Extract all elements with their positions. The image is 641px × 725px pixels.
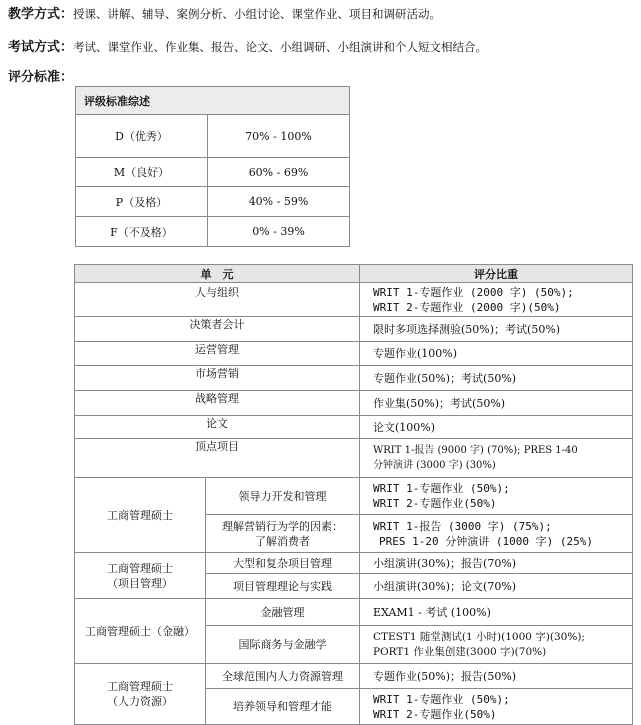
program-name: 工商管理硕士 <box>75 478 206 553</box>
unit-header: 单 元 <box>75 265 360 283</box>
course-name: 国际商务与金融学 <box>206 626 360 664</box>
course-weight: 小组演讲(30%)；论文(70%) <box>360 574 633 599</box>
course-weight: CTEST1 随堂测试(1 小时)(1000 字)(30%); PORT1 作业集创建(3000 字)(70%) <box>360 626 633 664</box>
grade-range: 60% - 69% <box>208 158 350 187</box>
grade-range: 40% - 59% <box>208 187 350 217</box>
course-name: 理解营销行为学的因素： 了解消费者 <box>206 515 360 553</box>
grade-range: 0% - 39% <box>208 217 350 247</box>
grade-row <box>76 187 350 217</box>
exam-method-label: 考试方式： <box>8 40 74 55</box>
course-weight: EXAM1 - 考试 (100%) <box>360 599 633 626</box>
grade-label: M（良好） <box>76 158 208 187</box>
unit-name: 战略管理 <box>75 391 360 416</box>
grading-table <box>75 86 350 247</box>
exam-method-text: 考试、课堂作业、作业集、报告、论文、小组调研、小组演讲和个人短文相结合。 <box>73 40 488 54</box>
course-name: 领导力开发和管理 <box>206 478 360 515</box>
course-weight: WRIT 1-专题作业 (50%); WRIT 2-专题作业(50%) <box>360 478 633 515</box>
table-row <box>75 391 633 416</box>
table-row <box>75 366 633 391</box>
course-weight: WRIT 1-专题作业 (50%); WRIT 2-专题作业(50%) <box>360 689 633 725</box>
table-row <box>75 283 633 317</box>
table-row <box>75 439 633 478</box>
unit-name: 顶点项目 <box>75 439 360 478</box>
course-weight: 小组演讲(30%)；报告(70%) <box>360 553 633 574</box>
unit-name: 运营管理 <box>75 342 360 366</box>
course-name: 培养领导和管理才能 <box>206 689 360 725</box>
unit-weight-table <box>74 264 633 725</box>
unit-weight: 专题作业(100%) <box>360 342 633 366</box>
unit-name: 市场营销 <box>75 366 360 391</box>
teaching-method-line <box>8 6 636 23</box>
course-name: 大型和复杂项目管理 <box>206 553 360 574</box>
table-row <box>75 317 633 342</box>
unit-weight: 专题作业(50%)；考试(50%) <box>360 366 633 391</box>
program-name: 工商管理硕士 （项目管理） <box>75 553 206 599</box>
grade-label: P（及格） <box>76 187 208 217</box>
table-row <box>75 342 633 366</box>
teaching-method-text: 授课、讲解、辅导、案例分析、小组讨论、课堂作业、项目和调研活动。 <box>73 7 442 21</box>
unit-name: 决策者会计 <box>75 317 360 342</box>
unit-weight: WRIT 1-专题作业 (2000 字) (50%); WRIT 2-专题作业 (2000 字)(50%) <box>360 283 633 317</box>
grade-range: 70% - 100% <box>208 115 350 158</box>
table-row <box>75 553 633 574</box>
unit-weight: 论文(100%) <box>360 416 633 439</box>
course-name: 金融管理 <box>206 599 360 626</box>
grade-row <box>76 115 350 158</box>
table-row <box>75 478 633 515</box>
course-weight: 专题作业(50%)；报告(50%) <box>360 664 633 689</box>
grade-label: D（优秀） <box>76 115 208 158</box>
teaching-method-label: 教学方式： <box>8 7 74 22</box>
table-row <box>75 664 633 689</box>
grading-line <box>8 69 636 86</box>
grade-row <box>76 217 350 247</box>
program-name: 工商管理硕士 （人力资源） <box>75 664 206 725</box>
unit-weight: WRIT 1-报告 (9000 字) (70%); PRES 1-40 分钟演讲 (3000 字) (30%) <box>360 439 633 478</box>
grade-row <box>76 158 350 187</box>
unit-weight: 限时多项选择测验(50%)；考试(50%) <box>360 317 633 342</box>
exam-method-line <box>8 39 636 56</box>
unit-name: 人与组织 <box>75 283 360 317</box>
grading-label: 评分标准： <box>8 70 74 85</box>
unit-name: 论文 <box>75 416 360 439</box>
course-name: 全球范围内人力资源管理 <box>206 664 360 689</box>
grade-label: F（不及格） <box>76 217 208 247</box>
table-row <box>75 416 633 439</box>
unit-weight: 作业集(50%)；考试(50%) <box>360 391 633 416</box>
course-weight: WRIT 1-报告 (3000 字) (75%); PRES 1-20 分钟演讲 (1000 字) (25%) <box>360 515 633 553</box>
weight-header: 评分比重 <box>360 265 633 283</box>
grading-table-header: 评级标准综述 <box>76 87 350 115</box>
program-name: 工商管理硕士（金融） <box>75 599 206 664</box>
course-name: 项目管理理论与实践 <box>206 574 360 599</box>
table-row <box>75 599 633 626</box>
